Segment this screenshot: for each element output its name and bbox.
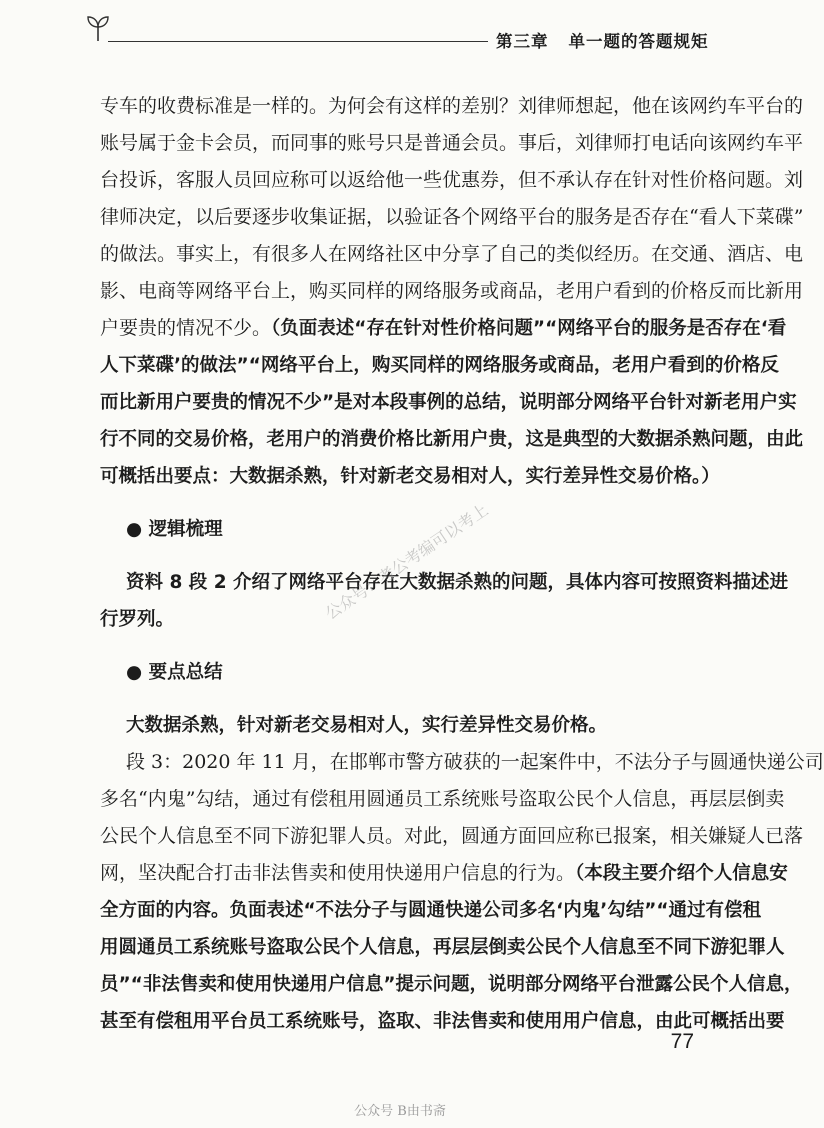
text-line: 行不同的交易价格，老用户的消费价格比新用户贵，这是典型的大数据杀熟问题，由此 [100,429,804,450]
watermark: 公众号：考公考编可以考上 [321,500,492,624]
section-heading: ● 要点总结 [126,662,223,683]
chapter-title [496,28,709,52]
header-rule [108,41,488,42]
text-line: 专车的收费标准是一样的。为何会有这样的差别？刘律师想起，他在该网约车平台的 [100,95,804,117]
bold-commentary-run: （本段主要介绍个人信息安 [575,863,788,884]
section-heading: ● 逻辑梳理 [126,519,223,540]
text-line [100,855,788,892]
text-line: 多名“内鬼”勾结，通过有偿租用圆通员工系统账号盗取公民个人信息，再层层倒卖 [100,788,785,810]
text-run: 网，坚决配合打击非法售卖和使用快递用户信息的行为。 [100,862,576,884]
paragraph-gap [100,638,710,654]
chapter-name: 单一题的答题规矩 [568,32,709,51]
text-line: 律师决定，以后要逐步收集证据，以验证各个网络平台的服务是否存在“看人下菜碟” [100,206,804,228]
text-line: 员”“非法售卖和使用快递用户信息”提示问题，说明部分网络平台泄露公民个人信息， [100,974,803,995]
text-line: 可概括出要点：大数据杀熟，针对新老交易相对人，实行差异性交易价格。） [100,466,720,487]
text-run: 户要贵的情况不少。 [100,317,272,339]
text-line: 而比新用户要贵的情况不少”是对本段事例的总结，说明部分网络平台针对新老用户实 [100,392,797,413]
text-line: 台投诉，客服人员回应称可以返给他一些优惠券，但不承认存在针对性价格问题。刘 [100,169,804,191]
text-line: 甚至有偿租用平台员工系统账号，盗取、非法售卖和使用用户信息，由此可概括出要 [100,1011,785,1032]
page-number: 77 [670,1030,694,1053]
text-line: 全方面的内容。负面表述“不法分子与圆通快递公司多名‘内鬼’勾结”“通过有偿租 [100,900,762,921]
bold-commentary-run: （负面表述“存在针对性价格问题”“网络平台的服务是否存在‘看 [271,318,787,339]
text-line: 的做法。事实上，有很多人在网络社区中分享了自己的类似经历。在交通、酒店、电 [100,243,804,265]
text-line: 人下菜碟’的做法”“网络平台上，购买同样的网络服务或商品，老用户看到的价格反 [100,355,779,376]
text-line: 公民个人信息至不同下游犯罪人员。对此，圆通方面回应称已报案，相关嫌疑人已落 [100,825,804,847]
text-line: 用圆通员工系统账号盗取公民个人信息，再层层倒卖公民个人信息至不同下游犯罪人 [100,937,785,958]
text-line: 账号属于金卡会员，而同事的账号只是普通会员。事后，刘律师打电话向该网约车平 [100,132,804,154]
text-line: 资料 8 段 2 介绍了网络平台存在大数据杀熟的问题，具体内容可按照资料描述进 [126,572,789,593]
text-line [100,310,787,347]
text-line: 影、电商等网络平台上，购买同样的网络服务或商品，老用户看到的价格反而比新用 [100,280,804,302]
sprout-icon [86,14,110,42]
text-line: 段 3：2020 年 11 月，在邯郸市警方破获的一起案件中，不法分子与圆通快递公司 [126,751,824,773]
chapter-number: 第三章 [496,32,549,51]
paragraph-gap [100,691,710,707]
running-header [0,0,800,60]
text-line: 行罗列。 [100,609,175,630]
text-line: 大数据杀熟，针对新老交易相对人，实行差异性交易价格。 [126,715,608,736]
paragraph-gap [100,495,710,511]
footer-stamp: 公众号 B由书斋 [354,1104,446,1119]
